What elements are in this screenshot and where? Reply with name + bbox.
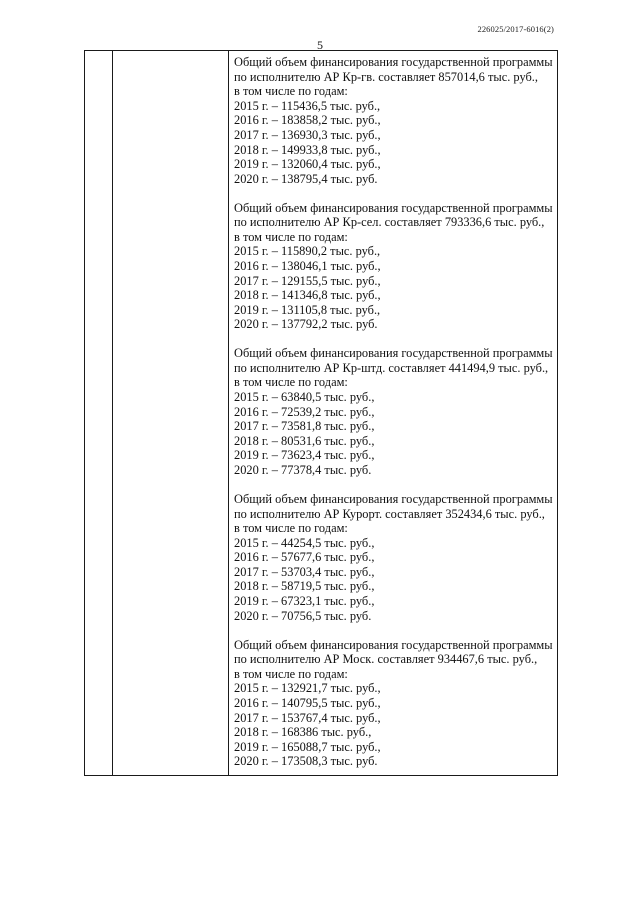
year-line: 2020 г. – 77378,4 тыс. руб. — [234, 463, 372, 478]
year-line: 2020 г. – 138795,4 тыс. руб. — [234, 171, 378, 186]
block-intro-line: Общий объем финансирования государственной программы — [234, 637, 553, 652]
block-total-line: по исполнителю АР Моск. составляет 934467,6 тыс. руб., — [234, 652, 538, 667]
year-line: 2020 г. – 137792,2 тыс. руб. — [234, 317, 378, 332]
table-row — [85, 51, 558, 776]
year-line: 2018 г. – 141346,8 тыс. руб., — [234, 288, 381, 303]
executor-block-kr-gv — [234, 55, 551, 186]
executor-block-kurort — [234, 492, 551, 623]
year-line: 2016 г. – 57677,6 тыс. руб., — [234, 550, 375, 565]
block-subheading-line: в том числе по годам: — [234, 229, 348, 244]
year-line: 2016 г. – 138046,1 тыс. руб., — [234, 259, 381, 274]
year-line: 2015 г. – 63840,5 тыс. руб., — [234, 390, 375, 405]
year-line: 2018 г. – 149933,8 тыс. руб., — [234, 142, 381, 157]
empty-number-cell — [85, 51, 113, 776]
year-line: 2016 г. – 72539,2 тыс. руб., — [234, 404, 375, 419]
year-line: 2015 г. – 115436,5 тыс. руб., — [234, 98, 381, 113]
year-line: 2019 г. – 73623,4 тыс. руб., — [234, 448, 375, 463]
year-line: 2019 г. – 131105,8 тыс. руб., — [234, 302, 381, 317]
year-line: 2017 г. – 73581,8 тыс. руб., — [234, 419, 375, 434]
block-subheading-line: в том числе по годам: — [234, 375, 348, 390]
executor-block-kr-sel — [234, 201, 551, 332]
block-total-line: по исполнителю АР Кр-сел. составляет 793336,6 тыс. руб., — [234, 215, 545, 230]
year-line: 2016 г. – 183858,2 тыс. руб., — [234, 113, 381, 128]
year-line: 2017 г. – 129155,5 тыс. руб., — [234, 273, 381, 288]
year-line: 2019 г. – 132060,4 тыс. руб., — [234, 157, 381, 172]
block-intro-line: Общий объем финансирования государственной программы — [234, 200, 553, 215]
block-total-line: по исполнителю АР Кр-гв. составляет 857014,6 тыс. руб., — [234, 69, 538, 84]
year-line: 2018 г. – 168386 тыс. руб., — [234, 725, 372, 740]
block-intro-line: Общий объем финансирования государственной программы — [234, 491, 553, 506]
year-line: 2016 г. – 140795,5 тыс. руб., — [234, 695, 381, 710]
block-intro-line: Общий объем финансирования государственной программы — [234, 55, 553, 69]
year-line: 2017 г. – 153767,4 тыс. руб., — [234, 710, 381, 725]
year-line: 2020 г. – 70756,5 тыс. руб. — [234, 608, 372, 623]
empty-label-cell — [113, 51, 229, 776]
block-total-line: по исполнителю АР Кр-штд. составляет 441494,9 тыс. руб., — [234, 360, 549, 375]
year-line: 2018 г. – 80531,6 тыс. руб., — [234, 433, 375, 448]
executor-block-kr-shtd — [234, 346, 551, 477]
year-line: 2015 г. – 132921,7 тыс. руб., — [234, 681, 381, 696]
block-total-line: по исполнителю АР Курорт. составляет 352434,6 тыс. руб., — [234, 506, 545, 521]
year-line: 2019 г. – 165088,7 тыс. руб., — [234, 739, 381, 754]
financing-content-cell — [229, 51, 558, 776]
block-subheading-line: в том числе по годам: — [234, 666, 348, 681]
document-id: 226025/2017-6016(2) — [477, 24, 554, 34]
block-intro-line: Общий объем финансирования государственной программы — [234, 346, 553, 361]
year-line: 2020 г. – 173508,3 тыс. руб. — [234, 754, 378, 769]
year-line: 2017 г. – 136930,3 тыс. руб., — [234, 127, 381, 142]
year-line: 2018 г. – 58719,5 тыс. руб., — [234, 579, 375, 594]
block-subheading-line: в том числе по годам: — [234, 521, 348, 536]
block-subheading-line: в том числе по годам: — [234, 84, 348, 99]
program-financing-table — [84, 50, 558, 776]
year-line: 2015 г. – 44254,5 тыс. руб., — [234, 535, 375, 550]
page-number: 5 — [317, 38, 323, 52]
executor-block-mosk — [234, 638, 551, 769]
year-line: 2015 г. – 115890,2 тыс. руб., — [234, 244, 381, 259]
year-line: 2019 г. – 67323,1 тыс. руб., — [234, 594, 375, 609]
year-line: 2017 г. – 53703,4 тыс. руб., — [234, 564, 375, 579]
